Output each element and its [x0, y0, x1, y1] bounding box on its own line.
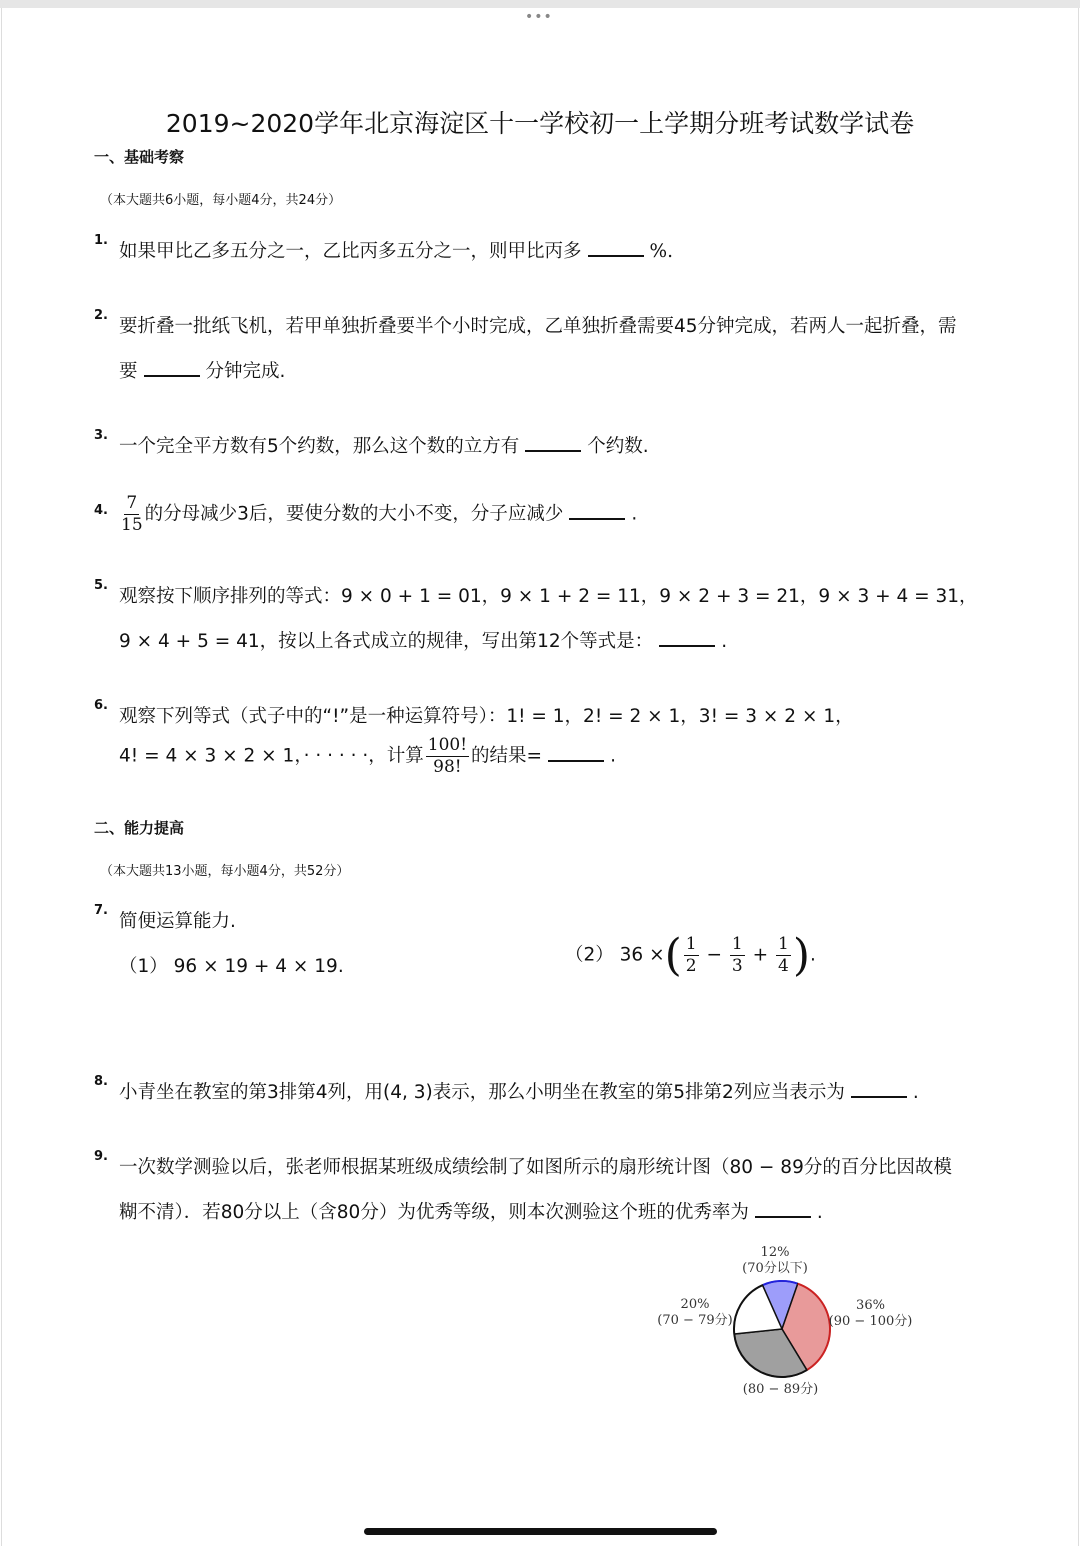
top-bar	[0, 0, 1080, 8]
q-text: .	[721, 631, 728, 652]
fraction: $\frac{100!}{98!}$	[427, 735, 468, 777]
q-text: 一个完全平方数有5个约数，那么这个数的立方有	[119, 436, 520, 457]
q-number: 2.	[94, 308, 108, 323]
q-number: 7.	[94, 903, 108, 918]
more-dots-icon[interactable]: •••	[525, 9, 553, 25]
question-7: 简便运算能力.	[119, 911, 236, 932]
q-number: 3.	[94, 428, 108, 443]
q-text: 4! = 4 × 3 × 2 × 1，· · · · · ·，计算	[119, 745, 424, 767]
question-3	[119, 432, 649, 458]
question-9: 一次数学测验以后，张老师根据某班级成绩绘制了如图所示的扇形统计图（80 − 89分的百分比因故模	[119, 1157, 952, 1178]
answer-blank	[525, 436, 581, 452]
q-text: .	[631, 503, 638, 525]
home-indicator[interactable]	[364, 1528, 717, 1535]
fraction: $\frac{1}{4}$	[778, 934, 789, 976]
q-text: %.	[649, 241, 673, 262]
question-7-part1: （1） 96 × 19 + 4 × 19.	[119, 956, 344, 977]
q-text: 的分母减少3后，要使分数的大小不变，分子应减少	[144, 503, 564, 525]
q-text: 分钟完成.	[205, 361, 286, 382]
q-text: .	[610, 745, 616, 767]
question-1	[119, 237, 673, 263]
pie-label-under70: 12% (70分以下)	[742, 1245, 808, 1276]
q-text: 小青坐在教室的第3排第4列，用(4, 3)表示，那么小明坐在教室的第5排第2列应当表示为	[119, 1082, 845, 1103]
fraction: $\frac{1}{3}$	[731, 934, 743, 976]
question-8	[119, 1078, 919, 1104]
left-paren: (	[664, 930, 682, 981]
q-text: 的结果=	[471, 745, 543, 767]
pie-label-80-89: (80 − 89分)	[742, 1382, 819, 1397]
question-7-part2: （2） 36 ×( $\frac{1}{2}$ − $\frac{1}{3}$ + $\frac{1}{4}$ ).	[565, 930, 816, 981]
q-number: 5.	[94, 578, 108, 593]
page-edge-right	[1078, 8, 1079, 1546]
question-6: 观察下列等式（式子中的“!”是一种运算符号）：1! = 1，2! = 2 × 1，3! = 3 × 2 × 1，	[119, 706, 854, 727]
pie-label-90-100: 36% (90 − 100分)	[828, 1298, 913, 1329]
q-number: 6.	[94, 698, 108, 713]
question-2: 要折叠一批纸飞机，若甲单独折叠要半个小时完成，乙单独折叠需要45分钟完成，若两人一起折叠，需	[119, 316, 957, 337]
q-text: （2） 36 ×	[565, 944, 665, 966]
question-5-cont	[119, 627, 727, 653]
answer-blank	[588, 241, 644, 257]
q-text: 要	[119, 361, 138, 382]
section-heading: 二、能力提高	[94, 819, 185, 837]
page-edge-left	[1, 8, 2, 1546]
right-paren: )	[792, 930, 810, 981]
section-heading: 一、基础考察	[94, 148, 185, 166]
question-9-cont	[119, 1198, 823, 1224]
question-2-cont	[119, 357, 285, 383]
fraction: $\frac{7}{15}$	[121, 493, 143, 535]
answer-blank	[548, 746, 604, 762]
question-5: 观察按下顺序排列的等式：9 × 0 + 1 = 01，9 × 1 + 2 = 11，9 × 2 + 3 = 21，9 × 3 + 4 = 31，	[119, 586, 978, 607]
fraction: $\frac{1}{2}$	[685, 934, 697, 976]
q-number: 1.	[94, 233, 108, 248]
q-number: 9.	[94, 1149, 108, 1164]
question-4	[119, 493, 637, 536]
section-note: （本大题共13小题，每小题4分，共52分）	[100, 864, 350, 879]
page-title: 2019~2020学年北京海淀区十一学校初一上学期分班考试数学试卷	[165, 109, 915, 138]
q-number: 8.	[94, 1074, 108, 1089]
pie-chart	[732, 1279, 832, 1379]
answer-blank	[755, 1202, 811, 1218]
answer-blank	[144, 361, 200, 377]
q-text: 个约数.	[587, 436, 649, 457]
q-text: 9 × 4 + 5 = 41，按以上各式成立的规律，写出第12个等式是：	[119, 631, 654, 652]
q-text: 如果甲比乙多五分之一，乙比丙多五分之一，则甲比丙多	[119, 241, 582, 262]
q-text: .	[816, 1202, 823, 1223]
q-text: 糊不清）．若80分以上（含80分）为优秀等级，则本次测验这个班的优秀率为	[119, 1202, 749, 1223]
answer-blank	[569, 504, 625, 520]
q-text: .	[912, 1082, 919, 1103]
answer-blank	[851, 1082, 907, 1098]
q-number: 4.	[94, 503, 108, 518]
question-6-cont	[119, 735, 616, 778]
pie-label-70-79: 20% (70 − 79分)	[657, 1297, 733, 1328]
section-note: （本大题共6小题，每小题4分，共24分）	[100, 193, 342, 208]
answer-blank	[659, 631, 715, 647]
